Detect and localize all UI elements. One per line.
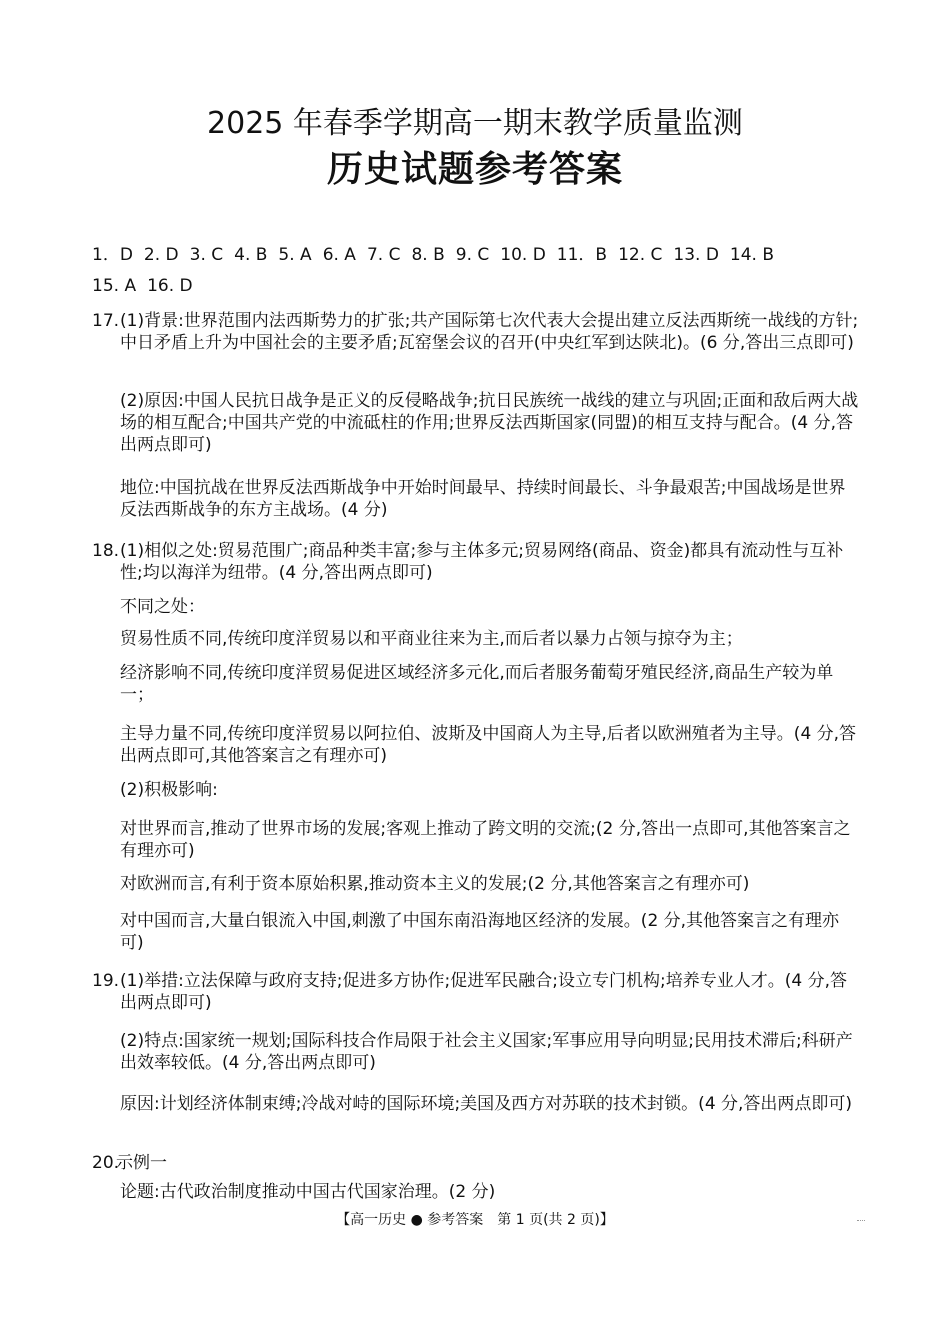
q18-diff-heading: 不同之处： — [120, 597, 205, 617]
doc-subtitle: 历史试题参考答案 — [326, 149, 623, 190]
answer-item: 2. D — [143, 245, 179, 265]
q17-status: 地位:中国抗战在世界反法西斯战争中开始时间最早、持续时间最长、斗争最艰苦;中国战场是世界反法西斯战争的东方主战场。(4 分) — [120, 478, 846, 520]
q18-impact-world: 对世界而言,推动了世界市场的发展;客观上推动了跨文明的交流;(2 分,答出一点即可,其他答案言之有理亦可) — [120, 819, 851, 861]
answer-item: 14. B — [729, 245, 775, 265]
q18-impact-europe: 对欧洲而言,有利于资本原始积累,推动资本主义的发展;(2 分,其他答案言之有理亦可) — [120, 874, 750, 894]
q18-part2-heading: (2)积极影响: — [120, 780, 218, 800]
q20-example-label: 示例一 — [116, 1153, 167, 1173]
doc-title: 2025 年春季学期高一期末教学质量监测 — [207, 106, 743, 141]
answer-item: 8. B — [411, 245, 445, 265]
answer-row-1 — [92, 240, 882, 271]
question-number: 18. — [92, 541, 120, 561]
q18-diff-3: 主导力量不同,传统印度洋贸易以阿拉伯、波斯及中国商人为主导,后者以欧洲殖者为主导。(4 分,答出两点即可,其他答案言之有理亦可) — [120, 724, 857, 766]
answer-item: 11．B — [556, 245, 608, 265]
answer-item: 16. D — [147, 276, 193, 296]
answer-item: 5. A — [278, 245, 312, 265]
answer-item: 3. C — [189, 245, 224, 265]
page-footer: 【高一历史 ● 参考答案 第 1 页(共 2 页)】 — [336, 1212, 614, 1228]
answer-item: 9. C — [455, 245, 490, 265]
q18-part1: (1)相似之处:贸易范围广;商品种类丰富;参与主体多元;贸易网络(商品、资金)都具有流动性与互补性;均以海洋为纽带。(4 分,答出两点即可) — [120, 541, 844, 583]
question-number: 20. — [92, 1153, 120, 1173]
answer-item: 1．D — [92, 245, 133, 265]
choice-answers — [92, 240, 882, 302]
answer-item: 12. C — [618, 245, 663, 265]
answer-item: 7. C — [366, 245, 401, 265]
q17-part1: (1)背景:世界范围内法西斯势力的扩张;共产国际第七次代表大会提出建立反法西斯统一战线的方针;中日矛盾上升为中国社会的主要矛盾;瓦窑堡会议的召开(中央红军到达陕北)。(6 分,答出三点即可) — [120, 311, 859, 353]
q19-part2: (2)特点:国家统一规划;国际科技合作局限于社会主义国家;军事应用导向明显;民用技术滞后;科研产出效率较低。(4 分,答出两点即可) — [120, 1031, 853, 1073]
answer-item: 15. A — [92, 276, 137, 296]
answer-item: 4. B — [234, 245, 268, 265]
answer-row-2 — [92, 271, 882, 302]
scan-mark — [857, 1220, 865, 1223]
q18-impact-china: 对中国而言,大量白银流入中国,刺激了中国东南沿海地区经济的发展。(2 分,其他答案言之有理亦可) — [120, 911, 840, 953]
question-number: 19. — [92, 971, 120, 991]
q20-thesis: 论题:古代政治制度推动中国古代国家治理。(2 分) — [120, 1182, 496, 1202]
answer-item: 6. A — [322, 245, 356, 265]
q18-diff-2: 经济影响不同,传统印度洋贸易促进区域经济多元化,而后者服务葡萄牙殖民经济,商品生产较为单一； — [120, 663, 834, 705]
question-number: 17. — [92, 311, 120, 331]
q17-part2: (2)原因:中国人民抗日战争是正义的反侵略战争;抗日民族统一战线的建立与巩固;正面和敌后两大战场的相互配合;中国共产党的中流砥柱的作用;世界反法西斯国家(同盟)的相互支持与配合。(4 分,答出两点即可) — [120, 391, 859, 455]
answer-item: 10. D — [500, 245, 546, 265]
answer-item: 13. D — [673, 245, 719, 265]
q18-diff-1: 贸易性质不同,传统印度洋贸易以和平商业往来为主,而后者以暴力占领与掠夺为主； — [120, 629, 743, 649]
q19-reasons: 原因:计划经济体制束缚;冷战对峙的国际环境;美国及西方对苏联的技术封锁。(4 分,答出两点即可) — [120, 1094, 853, 1114]
q19-part1: (1)举措:立法保障与政府支持;促进多方协作;促进军民融合;设立专门机构;培养专业人才。(4 分,答出两点即可) — [120, 971, 847, 1013]
